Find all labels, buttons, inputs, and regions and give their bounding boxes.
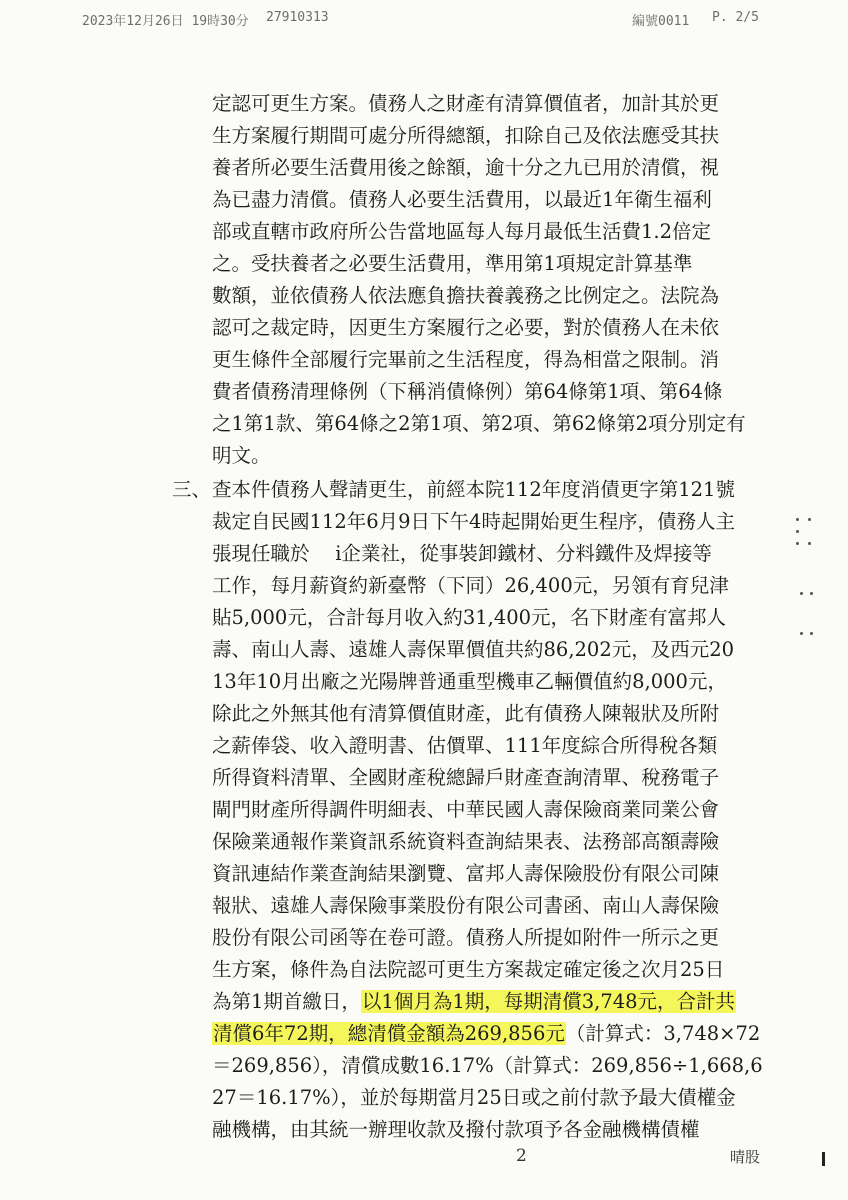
fax-datetime: 2023年12月26日 19時30分 xyxy=(82,14,249,29)
plain-text: 為第1期首繳日， xyxy=(212,990,361,1013)
highlighted-text: 清償6年72期，總清償金額為269,856元 xyxy=(213,1022,565,1045)
highlighted-text: 以1個月為1期，每期清償3,748元，合計共 xyxy=(361,990,736,1013)
text-line-highlighted xyxy=(212,1018,772,1050)
text-line: 壽、南山人壽、遠雄人壽保單價值共約86,202元，及西元20 xyxy=(212,638,735,661)
text-line: 閘門財產所得調件明細表、中華民國人壽保險商業同業公會 xyxy=(212,798,720,821)
text-line: 股份有限公司函等在卷可證。債務人所提如附件一所示之更 xyxy=(212,926,720,949)
text-line: 生方案，條件為自法院認可更生方案裁定確定後之次月25日 xyxy=(212,958,725,981)
text-line: 之。受扶養者之必要生活費用，準用第1項規定計算基準 xyxy=(212,252,693,275)
text-line: 部或直轄市政府所公告當地區每人每月最低生活費1.2倍定 xyxy=(212,220,712,243)
text-line: 認可之裁定時，因更生方案履行之必要，對於債務人在未依 xyxy=(212,316,720,339)
text-line: 保險業通報作業資訊系統資料查詢結果表、法務部高額壽險 xyxy=(212,830,720,853)
fax-number: 27910313 xyxy=(266,10,329,25)
text-line: 之薪俸袋、收入證明書、估價單、111年度綜合所得稅各類 xyxy=(212,734,718,757)
text-line: 13年10月出廠之光陽牌普通重型機車乙輛價值約8,000元， xyxy=(212,670,727,693)
text-line-highlighted xyxy=(212,986,772,1018)
text-line: 明文。 xyxy=(212,444,271,467)
text-line: 資訊連結作業查詢結果瀏覽、富邦人壽保險股份有限公司陳 xyxy=(212,862,720,885)
fax-page-indicator: P. 2/5 xyxy=(712,10,759,25)
text-line: 裁定自民國112年6月9日下午4時起開始更生程序，債務人主 xyxy=(212,510,735,533)
text-line: 為已盡力清償。債務人必要生活費用，以最近1年衛生福利 xyxy=(212,188,712,211)
text-line: 生方案履行期間可處分所得總額，扣除自己及依法應受其扶 xyxy=(212,124,720,147)
scan-edge-mark xyxy=(822,1152,825,1166)
text-line: 貼5,000元，合計每月收入約31,400元，名下財產有富邦人 xyxy=(212,606,727,629)
plain-text: （計算式：3,748×72 xyxy=(565,1022,761,1045)
fax-code: 編號0011 xyxy=(632,14,690,29)
text-line: 除此之外無其他有清算價值財產，此有債務人陳報狀及所附 xyxy=(212,702,720,725)
text-line: 養者所必要生活費用後之餘額，逾十分之九已用於清償，視 xyxy=(212,156,720,179)
text-line: 融機構，由其統一辦理收款及撥付款項予各金融機構債權 xyxy=(212,1118,700,1141)
section-marker: 三、 xyxy=(172,478,212,501)
text-line: ＝269,856），清償成數16.17%（計算式：269,856÷1,668,6 xyxy=(212,1054,763,1077)
text-line: 更生條件全部履行完畢前之生活程度，得為相當之限制。消 xyxy=(212,348,720,371)
text-line: 張現任職於 i企業社，從事裝卸鐵材、分料鐵件及焊接等 xyxy=(212,542,712,565)
text-line: 報狀、遠雄人壽保險事業股份有限公司書函、南山人壽保險 xyxy=(212,894,720,917)
text-line: 工作，每月薪資約新臺幣（下同）26,400元，另領有育兒津 xyxy=(212,574,729,597)
clerk-initials: 晴股 xyxy=(730,1148,761,1166)
text-line: 費者債務清理條例（下稱消債條例）第64條第1項、第64條 xyxy=(212,380,723,403)
text-line: 所得資料清單、全國財產稅總歸戶財產查詢清單、稅務電子 xyxy=(212,766,720,789)
text-line: 定認可更生方案。債務人之財產有清算價值者，加計其於更 xyxy=(212,92,720,115)
text-line: 數額，並依債務人依法應負擔扶養義務之比例定之。法院為 xyxy=(212,284,720,307)
text-line: 之1第1款、第64條之2第1項、第2項、第62條第2項分別定有 xyxy=(212,412,746,435)
text-line: 查本件債務人聲請更生，前經本院112年度消債更字第121號 xyxy=(212,478,735,501)
text-line: 27＝16.17%），並於每期當月25日或之前付款予最大債權金 xyxy=(212,1086,736,1109)
page-number: 2 xyxy=(516,1146,527,1166)
fax-header xyxy=(0,6,848,30)
